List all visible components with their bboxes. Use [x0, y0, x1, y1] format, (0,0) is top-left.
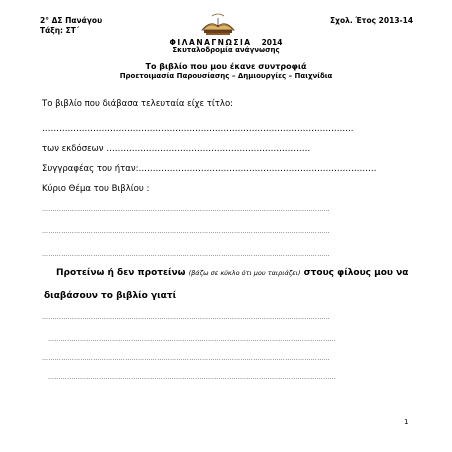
class-label: Τάξη: ΣΤ΄ — [40, 26, 80, 35]
answer-line[interactable]: ……………………………………………………………………………………………………………………… — [42, 355, 330, 362]
recommend-continuation: στους φίλους μου να — [303, 268, 409, 278]
answer-line[interactable]: ……………………………………………………………………………………………………………………… — [48, 374, 336, 381]
program-name: ΦΙΛΑΝΑΓΝΩΣΙΑ 2014 — [169, 38, 283, 47]
answer-line[interactable]: ……………………………………………………………………………………………………………………… — [42, 206, 330, 213]
program-subtitle: Σκυταλοδρομία ανάγνωσης — [172, 46, 280, 54]
question-title: Το βιβλίο που διάβασα τελευταία είχε τίτλο: — [42, 99, 234, 109]
question-publisher[interactable]: των εκδόσεων ……………………………………………………………… — [42, 144, 311, 154]
recommend-note: (βάζω σε κύκλο ότι μου ταιριάζει) — [188, 269, 301, 277]
answer-line-title[interactable]: ……………………………………………………………………………………………….. — [42, 124, 354, 134]
school-name: 2° ΔΣ Πανάγου — [40, 16, 103, 25]
recommend-choice[interactable]: Προτείνω ή δεν προτείνω — [56, 268, 186, 278]
page-title: Το βιβλίο που μου έκανε συντροφιά — [145, 62, 307, 71]
answer-line[interactable]: ……………………………………………………………………………………………………………………… — [42, 228, 330, 235]
answer-line[interactable]: ……………………………………………………………………………………………………………………… — [42, 251, 330, 258]
recommend-statement — [56, 268, 408, 278]
page-subtitle: Προετοιμασία Παρουσίασης – Δημιουργίες – Παιχνίδια — [119, 72, 333, 80]
page-number: 1 — [404, 418, 409, 426]
recommend-reason-label: διαβάσουν το βιβλίο γιατί — [44, 291, 177, 301]
answer-line[interactable]: ……………………………………………………………………………………………………………………… — [42, 314, 330, 321]
school-year: Σχολ. Έτος 2013-14 — [330, 16, 414, 25]
question-author[interactable]: Συγγραφέας του ήταν:………………………………………………………………………… — [42, 164, 377, 174]
question-main-theme: Κύριο Θέμα του Βιβλίου : — [42, 184, 150, 194]
answer-line[interactable]: ……………………………………………………………………………………………………………………… — [48, 336, 336, 343]
open-book-icon — [198, 10, 238, 40]
